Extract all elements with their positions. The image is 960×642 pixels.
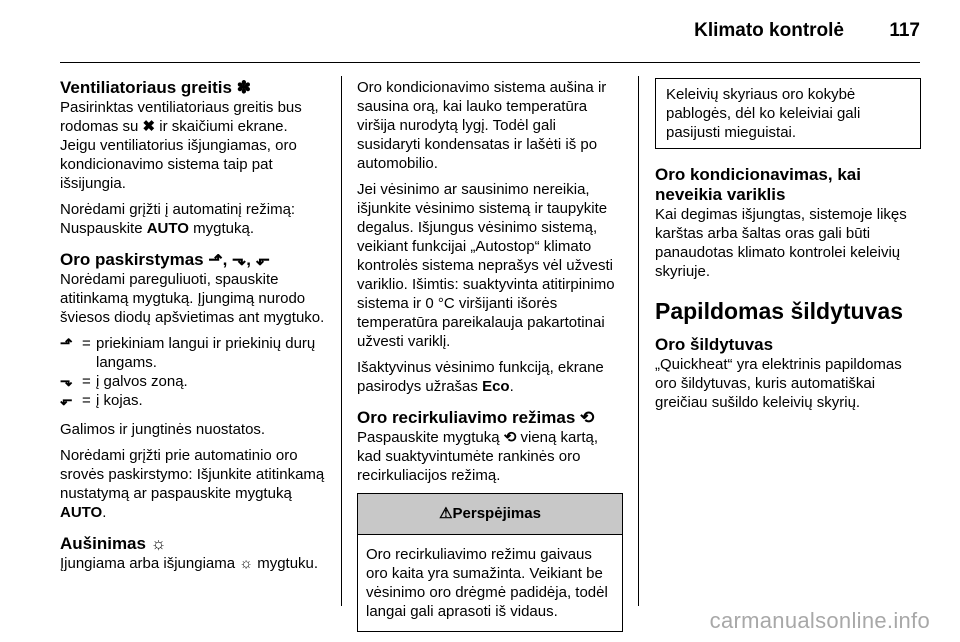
recirculation-paragraph: Paspauskite mygtuką ⟲ vieną kartą, kad suaktyvintumėte rankinės oro recirkuliacijos režimą. (357, 429, 599, 484)
air-distribution-list (60, 334, 326, 410)
air-distribution-icons: ⬏, ⬎, ⬐ (208, 250, 270, 269)
air-distribution-heading: Oro paskirstymas ⬏, ⬎, ⬐ (60, 250, 270, 269)
ac-paragraph-3: Išaktyvinus vėsinimo funkciją, ekrane pasirodys užrašas Eco. (357, 359, 604, 395)
watermark: carmanualsonline.info (709, 608, 930, 633)
recirculation-heading: Oro recirkuliavimo režimas ⟲ (357, 408, 595, 427)
fan-speed-paragraph-1: Pasirinktas ventiliatoriaus greitis bus rodomas su ✖ ir skaičiumi ekrane. Jeigu ventiliatorius išjungiamas, oro kondicionavimo sistema taip pat išsijungia. (60, 99, 302, 192)
fan-icon: ✽ (236, 78, 251, 97)
eco-label: Eco (482, 378, 510, 395)
warning-title: Perspėjimas (452, 505, 541, 522)
list-item: ⬎ = į galvos zoną. (60, 373, 188, 390)
column-2 (357, 78, 623, 632)
column-divider-2 (638, 76, 639, 606)
fan-speed-paragraph-2: Norėdami grįžti į automatinį režimą: Nuspauskite AUTO mygtuką. (60, 201, 296, 237)
cooling-heading: Aušinimas ☼ (60, 534, 167, 553)
recirculation-icon: ⟲ (580, 408, 595, 427)
page-header (60, 14, 920, 50)
windscreen-icon: ⬏ (60, 335, 73, 352)
warning-header (358, 494, 622, 535)
note-box: Keleivių skyriaus oro kokybė pablogės, dėl ko keleiviai gali pasijusti mieguistai. (655, 78, 921, 149)
air-distribution-paragraph-2: Galimos ir jungtinės nuostatos. (60, 421, 266, 438)
cooling-paragraph: Įjungiama arba išjungiama ☼ mygtuku. (60, 555, 319, 572)
column-1 (60, 78, 326, 580)
auto-button-label: AUTO (146, 220, 189, 237)
auxiliary-heater-heading: Papildomas šildytuvas (655, 298, 903, 324)
warning-text: Oro recirkuliavimo režimu gaivaus oro kaita yra sumažinta. Veikiant be vėsinimo oro drėgmė padidėja, todėl langai gali aprasoti iš vidaus. (366, 546, 608, 620)
air-heater-heading: Oro šildytuvas (655, 335, 774, 354)
page-number: 117 (889, 20, 920, 41)
column-3 (655, 78, 921, 419)
ac-paragraph-2: Jei vėsinimo ar sausinimo nereikia, išjunkite vėsinimo sistemą ir taupykite degalus. Išjungus vėsinimo sistemą, veikiant funkcijai „Autostop“ klimato kontrolės sistema neprašys vėl užvesti variklio. Išimtis: suaktyvinta atitirpinimo sistema ir 0 °C viršijanti išorės temperatūra pareikalauja pakartotinai užvesti variklį. (357, 181, 615, 350)
cooling-button-icon: ☼ (239, 555, 254, 572)
ac-engine-off-paragraph: Kai degimas išjungtas, sistemoje likęs karštas arba šaltas oras gali būti panaudotas klimato kontrolei keleivių skyriuje. (655, 206, 907, 280)
air-distribution-paragraph-3: Norėdami grįžti prie automatinio oro srovės paskirstymo: Išjunkite atitinkamą nustatymą ar paspauskite mygtuką AUTO. (60, 447, 325, 521)
warning-box (357, 493, 623, 632)
ac-engine-off-heading: Oro kondicionavimas, kai neveikia variklis (655, 165, 861, 204)
ac-paragraph-1: Oro kondicionavimo sistema aušina ir sausina orą, kai lauko temperatūra viršija nurodytą lygį. Todėl gali susidaryti kondensatas ir lašėti iš po automobilio. (357, 79, 607, 172)
list-item: ⬏ = priekiniam langui ir priekinių durų langams. (60, 335, 316, 371)
column-divider-1 (341, 76, 342, 606)
page-title: Klimato kontrolė (694, 20, 844, 41)
head-zone-icon: ⬎ (60, 373, 73, 390)
auto-button-label: AUTO (60, 504, 103, 521)
warning-icon: ⚠ (439, 505, 453, 522)
air-heater-paragraph: „Quickheat“ yra elektrinis papildomas oro šildytuvas, kuris automatiškai greičiau sušildo keleivių skyrių. (655, 356, 902, 411)
cooling-icon: ☼ (150, 534, 167, 553)
recirculation-button-icon: ⟲ (503, 429, 517, 446)
fan-display-icon: ✖ (142, 118, 156, 135)
header-divider (60, 62, 920, 63)
fan-speed-heading: Ventiliatoriaus greitis ✽ (60, 78, 251, 97)
list-item: ⬐ = į kojas. (60, 392, 143, 409)
air-distribution-paragraph-1: Norėdami pareguliuoti, spauskite atitinkamą mygtuką. Įjungimą nurodo šviesos diodų apšvietimas ant mygtuko. (60, 271, 325, 326)
footwell-icon: ⬐ (60, 392, 73, 409)
